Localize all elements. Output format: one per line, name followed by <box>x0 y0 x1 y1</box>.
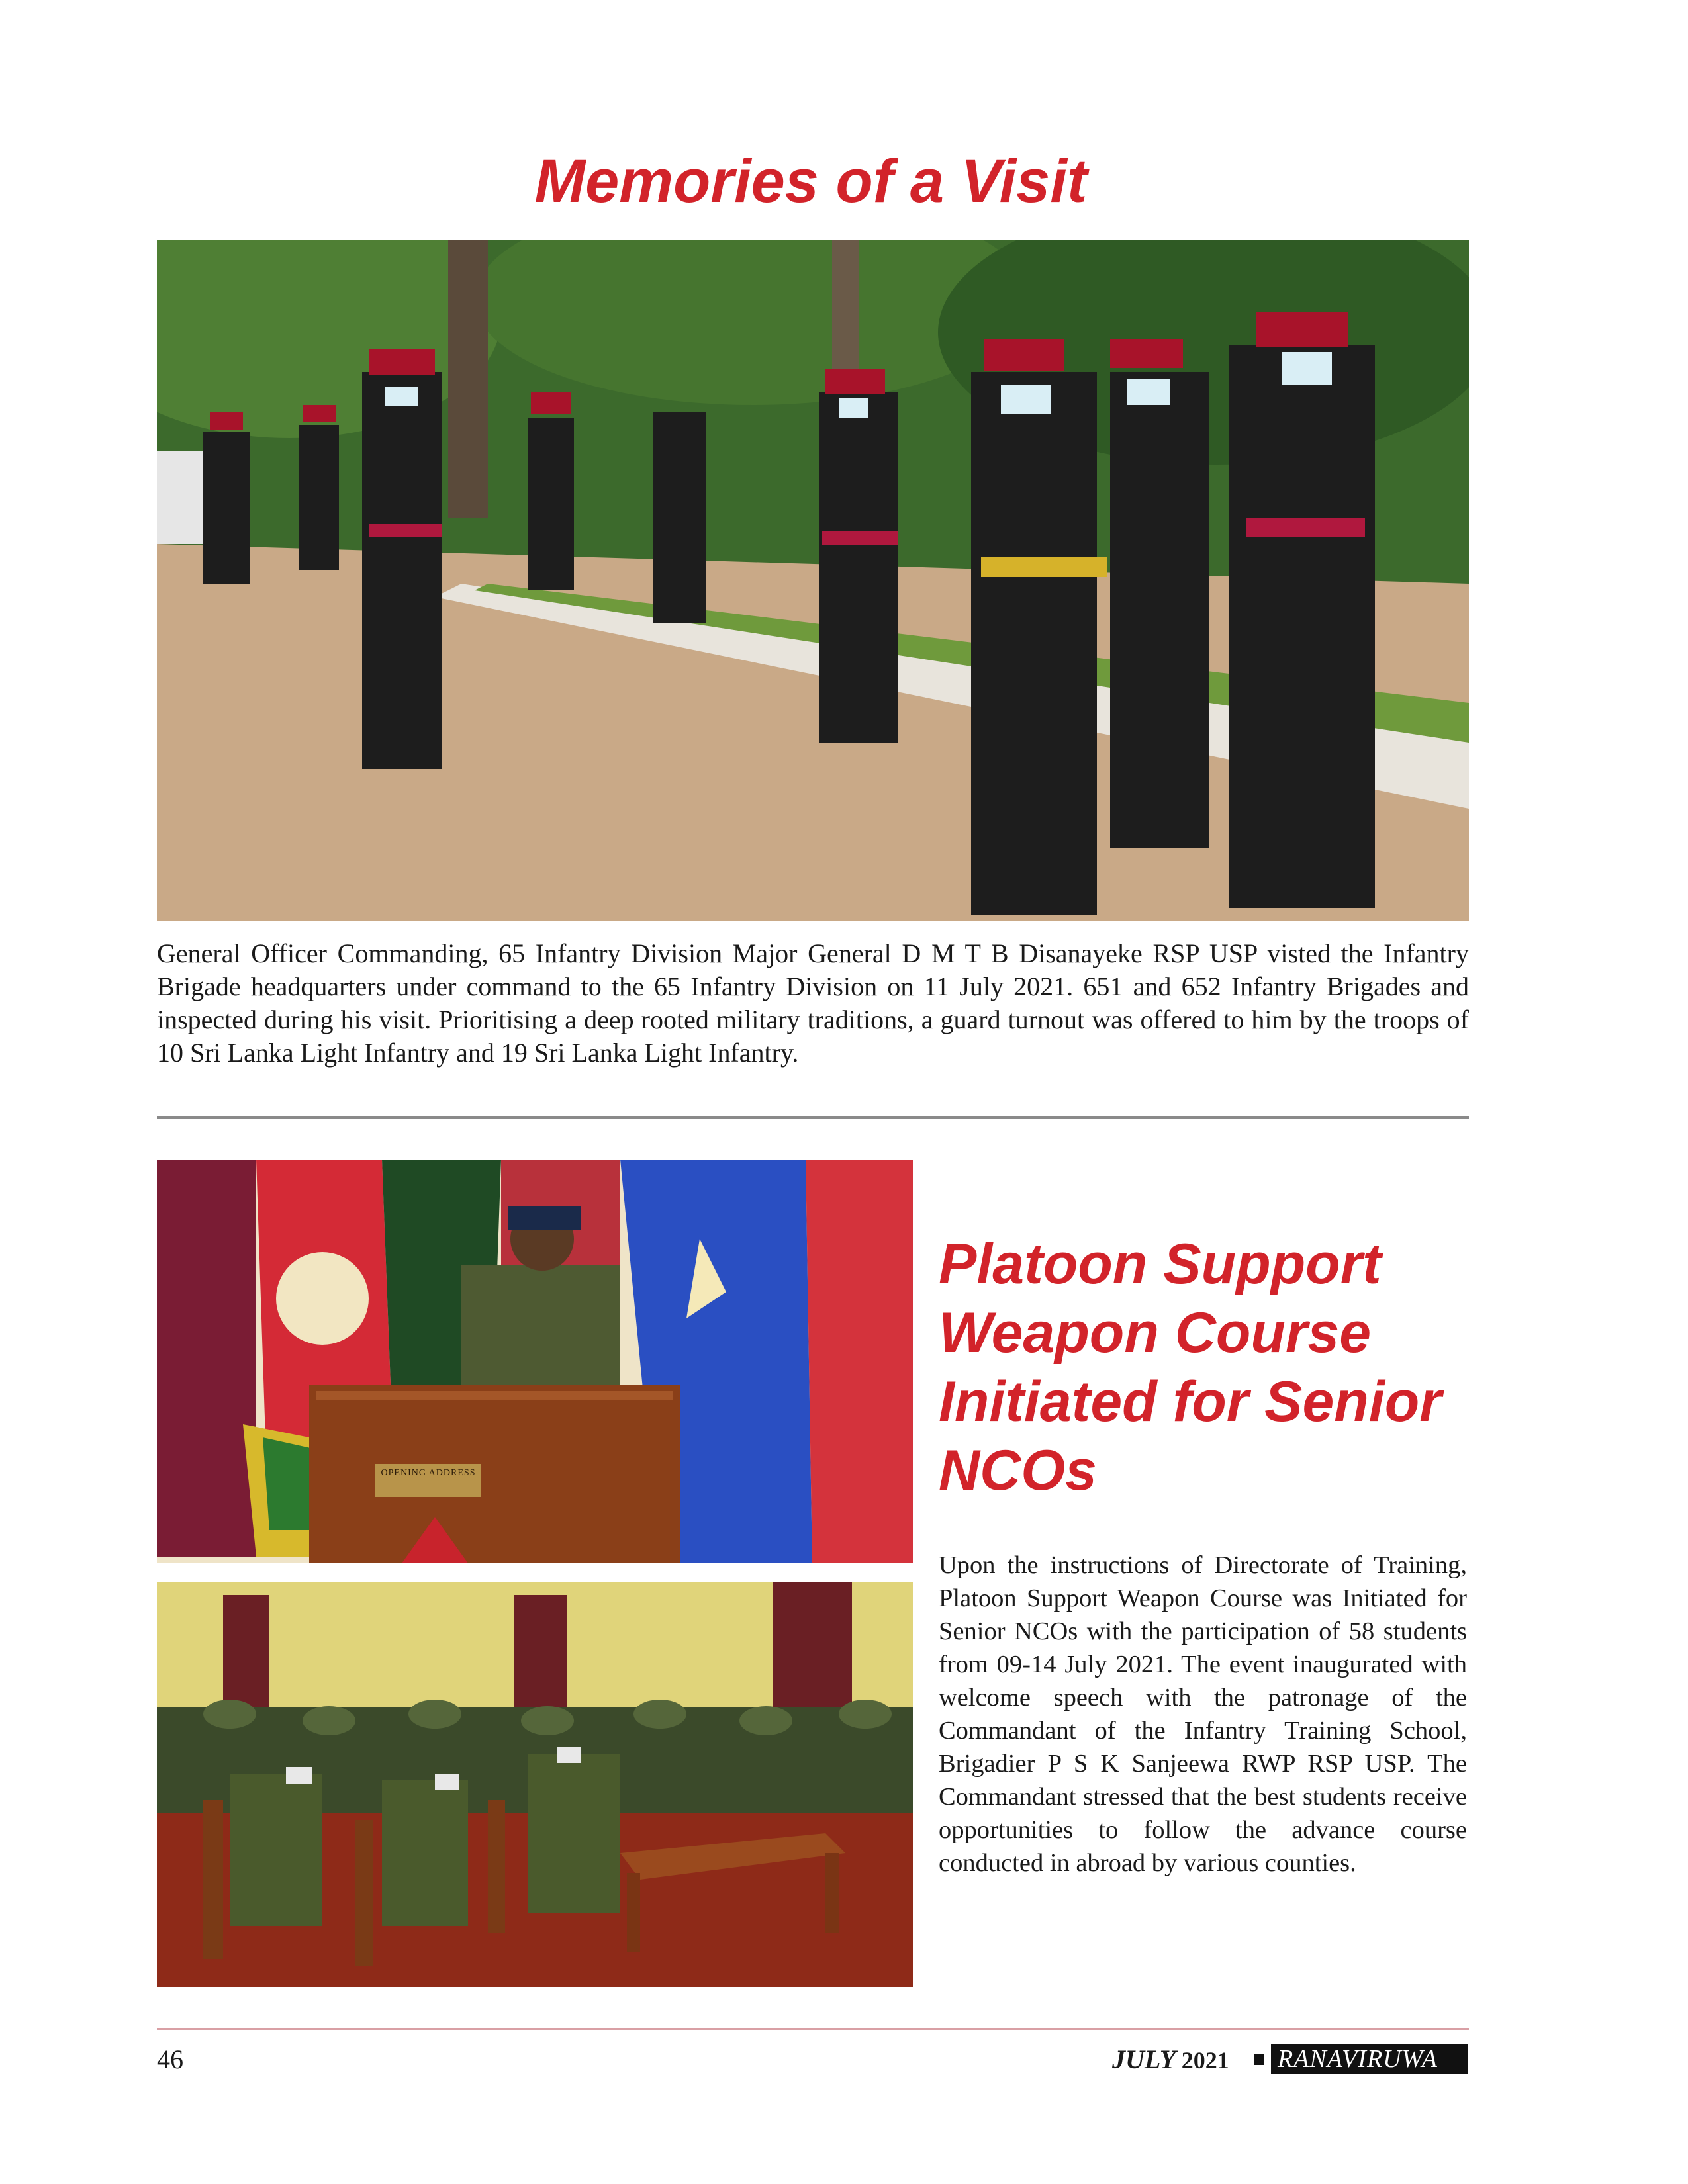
footer-bullet-icon <box>1254 2054 1264 2065</box>
issue-date <box>1112 2044 1229 2075</box>
page-number: 46 <box>157 2044 183 2074</box>
photo-opening-address <box>157 1160 913 1563</box>
photo-officers-walking <box>157 240 1469 921</box>
publication-name: RANAVIRUWA <box>1271 2044 1468 2074</box>
photo-seated-audience <box>157 1582 913 1987</box>
section-divider <box>157 1116 1469 1119</box>
footer-rule <box>157 2028 1469 2030</box>
headline-memories-of-a-visit: Memories of a Visit <box>534 148 1088 215</box>
issue-year: 2021 <box>1181 2047 1229 2073</box>
podium-sign: OPENING ADDRESS <box>381 1468 476 1478</box>
article-body-weapon-course: Upon the instructions of Directorate of Training, Platoon Support Weapon Course was Initiated for Senior NCOs with the participation of 58 students from 09-14 July 2021. The event inaugurated with welcome speech with the patronage of the Commandant of the Infantry Training School, Brigadier P S K Sanjeewa RWP RSP USP. The Commandant stressed that the best students receive opportunities to follow the advance course conducted in abroad by various counties. <box>939 1551 1467 1877</box>
headline-platoon-support-weapon-course: Platoon Support Weapon Course Initiated for Senior NCOs <box>939 1232 1442 1502</box>
issue-month: JULY <box>1112 2044 1175 2074</box>
photo-caption-visit: General Officer Commanding, 65 Infantry Division Major General D M T B Disanayeke RSP USP visted the Infantry Brigade headquarters under command to the 65 Infantry Division on 11 July 2021. 651 and 652 Infantry Brigades and inspected during his visit. Prioritising a deep rooted military traditions, a guard turnout was offered to him by the troops of 10 Sri Lanka Light Infantry and 19 Sri Lanka Light Infantry. <box>157 938 1469 1068</box>
